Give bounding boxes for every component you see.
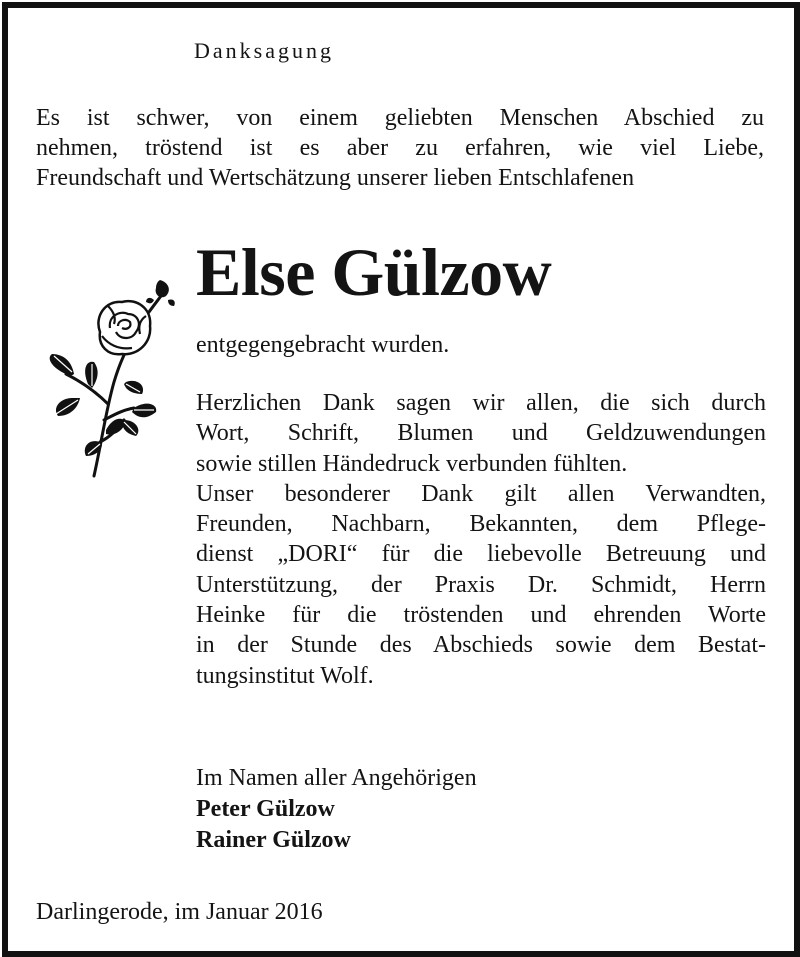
thanks-line: Wort, Schrift, Blumen und Geldzuwendungen xyxy=(196,420,766,447)
deceased-name: Else Gülzow xyxy=(196,234,552,310)
thanks-line: Herzlichen Dank sagen wir allen, die sich durch xyxy=(196,390,766,416)
thanks-line: dienst „DORI“ für die liebevolle Betreuung und xyxy=(196,541,766,568)
after-name-text: entgegengebracht wurden. xyxy=(196,332,450,358)
thanks-line: Heinke für die tröstenden und ehrenden Worte xyxy=(196,602,766,629)
intro-line: Es ist schwer, von einem geliebten Menschen Abschied zu xyxy=(36,105,764,131)
place-date: Darlingerode, im Januar 2016 xyxy=(36,899,323,925)
thanks-line: sowie stillen Händedruck verbunden fühlten. xyxy=(196,450,628,477)
thanks-paragraph xyxy=(196,388,766,691)
thanks-line: Unser besonderer Dank gilt allen Verwandten, xyxy=(196,480,766,507)
thanks-line: Unterstützung, der Praxis Dr. Schmidt, Herrn xyxy=(196,571,766,598)
obituary-notice xyxy=(2,2,800,957)
signatory-name: Rainer Gülzow xyxy=(196,827,351,853)
thanks-line: Freunden, Nachbarn, Bekannten, dem Pflege- xyxy=(196,511,766,538)
signatory-name: Peter Gülzow xyxy=(196,796,335,822)
signature-block xyxy=(196,763,477,856)
notice-heading: Danksagung xyxy=(194,38,334,63)
rose-icon xyxy=(42,270,182,482)
thanks-line: in der Stunde des Abschieds sowie dem Bestat- xyxy=(196,632,766,659)
intro-line: Freundschaft und Wertschätzung unserer lieben Entschlafenen xyxy=(36,165,635,191)
intro-paragraph xyxy=(36,103,764,193)
closing-text: Im Namen aller Angehörigen xyxy=(196,765,477,791)
intro-line: nehmen, tröstend ist es aber zu erfahren, wie viel Liebe, xyxy=(36,135,764,161)
thanks-line: tungsinstitut Wolf. xyxy=(196,662,374,689)
